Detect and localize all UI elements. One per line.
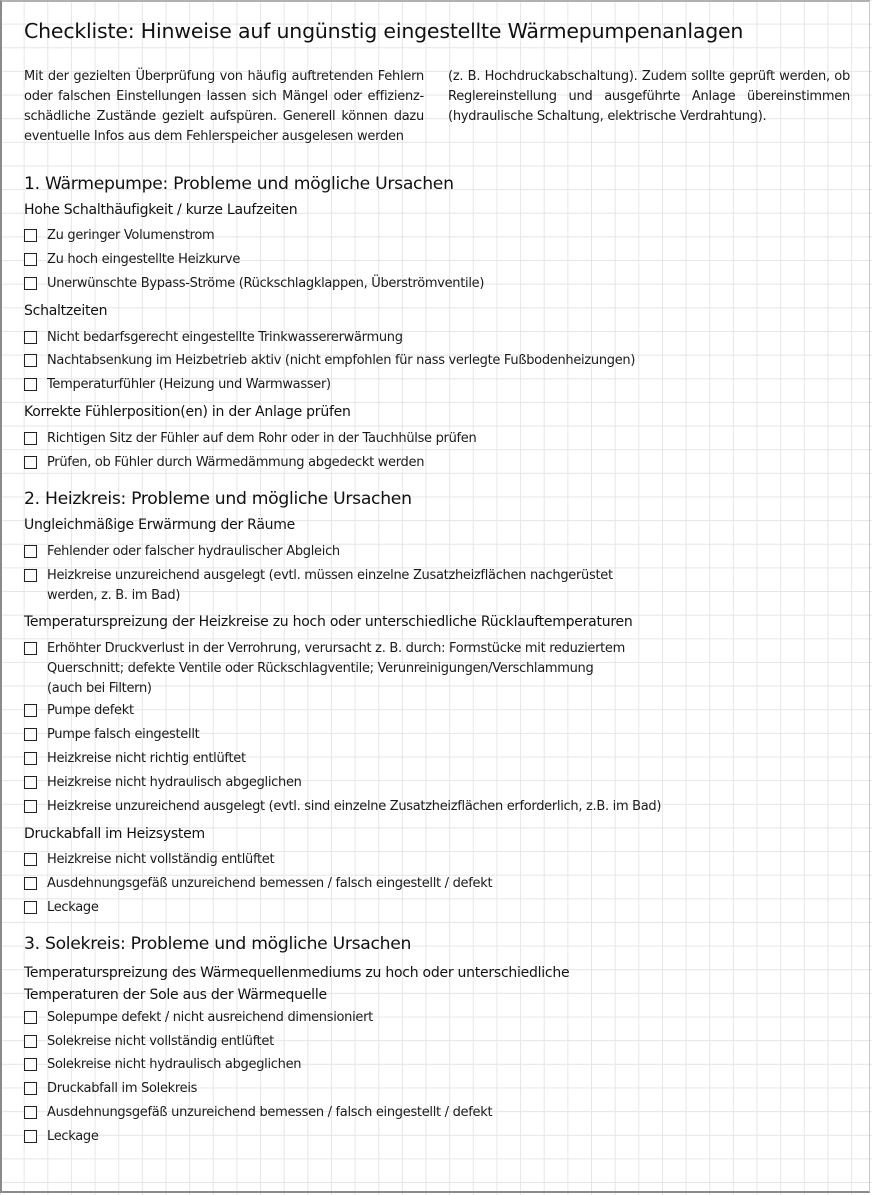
checklist-item-label: Solepumpe defekt / nicht ausreichend dimensioniert [47, 1010, 373, 1025]
checklist-item-label: Nachtabsenkung im Heizbetrieb aktiv (nicht empfohlen für nass verlegte Fußbodenheizungen) [47, 353, 636, 368]
checklist-item[interactable] [24, 566, 613, 606]
checkbox[interactable] [24, 728, 37, 741]
checklist-item-label: Zu hoch eingestellte Heizkurve [47, 252, 241, 267]
checklist-item-label: Erhöhter Druckverlust in der Verrohrung, verursacht z. B. durch: Formstücke mit reduziertem Querschnitt; defekte Ventile oder Rückschlagventile; Verunreinigungen/Verschlammung (auch bei Filtern) [47, 641, 625, 696]
checklist-item-label: Ausdehnungsgefäß unzureichend bemessen / falsch eingestellt / defekt [47, 876, 493, 891]
checklist-item[interactable] [24, 274, 484, 294]
checklist-item-label: Heizkreise unzureichend ausgelegt (evtl. müssen einzelne Zusatzheizflächen nachgerüstet werden, z. B. im Bad) [47, 568, 613, 603]
checklist-item[interactable] [24, 1127, 99, 1147]
checklist-item[interactable] [24, 429, 476, 449]
checklist-item-label: Heizkreise nicht richtig entlüftet [47, 751, 246, 766]
checklist-item-label: Unerwünschte Bypass-Ströme (Rückschlagklappen, Überströmventile) [47, 276, 485, 291]
checkbox[interactable] [24, 456, 37, 469]
checkbox[interactable] [24, 1011, 37, 1024]
checklist-item[interactable] [24, 250, 240, 270]
checklist-item-label: Leckage [47, 1129, 99, 1144]
section-heading: 2. Heizkreis: Probleme und mögliche Ursachen [24, 489, 412, 509]
checkbox[interactable] [24, 253, 37, 266]
checklist-item-label: Solekreise nicht vollständig entlüftet [47, 1034, 274, 1049]
checkbox[interactable] [24, 229, 37, 242]
checkbox[interactable] [24, 800, 37, 813]
checklist-item-label: Pumpe defekt [47, 703, 134, 718]
checklist-item-label: Solekreise nicht hydraulisch abgeglichen [47, 1057, 302, 1072]
checklist-item-label: Prüfen, ob Fühler durch Wärmedämmung abgedeckt werden [47, 455, 425, 470]
checklist-item[interactable] [24, 375, 331, 395]
checkbox[interactable] [24, 853, 37, 866]
checkbox[interactable] [24, 331, 37, 344]
checklist-item[interactable] [24, 1079, 197, 1099]
checklist-item-label: Ausdehnungsgefäß unzureichend bemessen / falsch eingestellt / defekt [47, 1105, 493, 1120]
group-heading: Ungleichmäßige Erwärmung der Räume [24, 517, 296, 533]
checklist-item-label: Pumpe falsch eingestellt [47, 727, 200, 742]
checkbox[interactable] [24, 432, 37, 445]
group-heading: Korrekte Fühlerposition(en) in der Anlage prüfen [24, 404, 351, 420]
checklist-item[interactable] [24, 797, 661, 817]
section-heading: 3. Solekreis: Probleme und mögliche Ursachen [24, 934, 412, 954]
checklist-item-label: Richtigen Sitz der Fühler auf dem Rohr oder in der Tauchhülse prüfen [47, 431, 477, 446]
checklist-item[interactable] [24, 1008, 373, 1028]
group-heading: Temperaturspreizung der Heizkreise zu hoch oder unterschiedliche Rücklauftemperaturen [24, 614, 633, 630]
checklist-item[interactable] [24, 453, 424, 473]
checkbox[interactable] [24, 545, 37, 558]
checkbox[interactable] [24, 378, 37, 391]
checklist-item-label: Heizkreise unzureichend ausgelegt (evtl. sind einzelne Zusatzheizflächen erforderlich, z.B. im Bad) [47, 799, 662, 814]
checkbox[interactable] [24, 752, 37, 765]
checkbox[interactable] [24, 354, 37, 367]
checklist-item[interactable] [24, 749, 246, 769]
checklist-item-label: Heizkreise nicht vollständig entlüftet [47, 852, 275, 867]
group-heading: Temperaturspreizung des Wärmequellenmediums zu hoch oder unterschiedliche Temperaturen der Sole aus der Wärmequelle [24, 965, 570, 1003]
intro-text-left: Mit der gezielten Überprüfung von häufig auftretenden Fehlern oder falschen Einstellungen lassen sich Mängel oder effizienz-schädliche Zustände gezielt aufspüren. Generell können dazu eventuelle Infos aus dem Fehlerspeicher ausgelesen werden [24, 69, 424, 144]
checklist-item[interactable] [24, 898, 99, 918]
checklist-item-label: Druckabfall im Solekreis [47, 1081, 198, 1096]
checkbox[interactable] [24, 1082, 37, 1095]
checklist-item[interactable] [24, 351, 635, 371]
checklist-item[interactable] [24, 1055, 301, 1075]
checkbox[interactable] [24, 1106, 37, 1119]
checkbox[interactable] [24, 704, 37, 717]
checklist-item[interactable] [24, 773, 302, 793]
checklist-item[interactable] [24, 542, 340, 562]
checklist-item-label: Leckage [47, 900, 99, 915]
checklist-item[interactable] [24, 850, 274, 870]
checklist-item[interactable] [24, 1032, 274, 1052]
checkbox[interactable] [24, 877, 37, 890]
checkbox[interactable] [24, 642, 37, 655]
group-heading: Hohe Schalthäufigkeit / kurze Laufzeiten [24, 202, 298, 218]
checklist-item[interactable] [24, 639, 625, 699]
checkbox[interactable] [24, 277, 37, 290]
checklist-item[interactable] [24, 328, 403, 348]
checkbox[interactable] [24, 901, 37, 914]
checklist-item[interactable] [24, 226, 214, 246]
checkbox[interactable] [24, 1130, 37, 1143]
group-heading: Druckabfall im Heizsystem [24, 826, 205, 842]
checklist-item[interactable] [24, 725, 199, 745]
checklist-item[interactable] [24, 874, 492, 894]
section-heading: 1. Wärmepumpe: Probleme und mögliche Ursachen [24, 174, 454, 194]
checkbox[interactable] [24, 569, 37, 582]
checklist-item-label: Heizkreise nicht hydraulisch abgeglichen [47, 775, 302, 790]
checklist-item-label: Fehlender oder falscher hydraulischer Abgleich [47, 544, 340, 559]
checkbox[interactable] [24, 1035, 37, 1048]
checklist-item[interactable] [24, 1103, 492, 1123]
checklist-item[interactable] [24, 701, 134, 721]
checkbox[interactable] [24, 776, 37, 789]
checklist-item-label: Nicht bedarfsgerecht eingestellte Trinkwassererwärmung [47, 330, 403, 345]
page-title: Checkliste: Hinweise auf ungünstig eingestellte Wärmepumpenanlagen [24, 19, 744, 43]
checklist-item-label: Zu geringer Volumenstrom [47, 228, 215, 243]
checkbox[interactable] [24, 1058, 37, 1071]
group-heading: Schaltzeiten [24, 303, 108, 319]
checklist-item-label: Temperaturfühler (Heizung und Warmwasser) [47, 377, 331, 392]
intro-text-right: (z. B. Hochdruckabschaltung). Zudem sollte geprüft werden, ob Reglereinstellung und ausgeführte Anlage übereinstimmen (hydraulische Schaltung, elektrische Verdrahtung). [448, 69, 850, 124]
